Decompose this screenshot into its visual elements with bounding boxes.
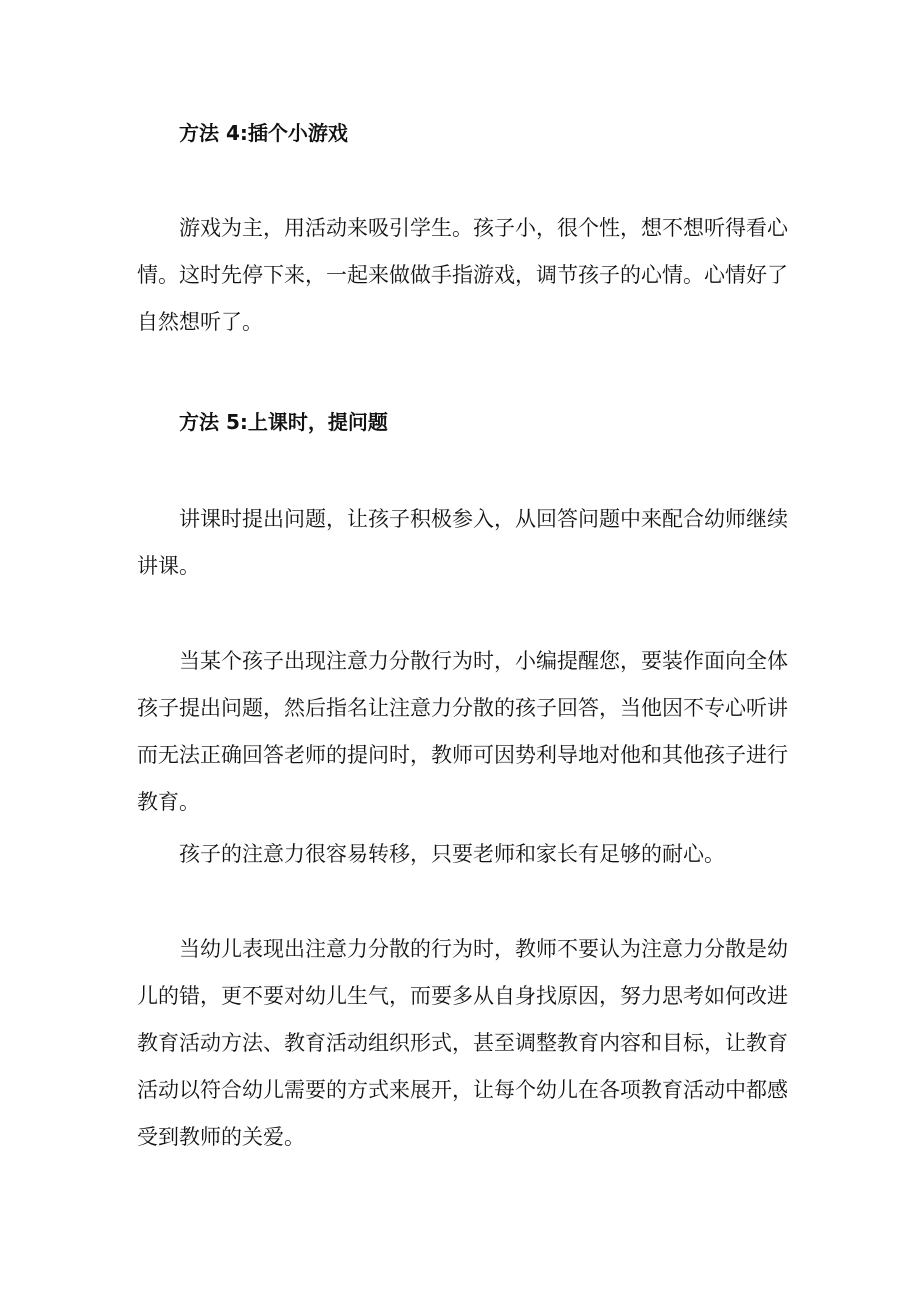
- paragraph-distracted-child: 当某个孩子出现注意力分散行为时，小编提醒您，要装作面向全体孩子提出问题，然后指名让注意力分散的孩子回答，当他因不专心听讲而无法正确回答老师的提问时，教师可因势利导地对他和其他孩子进行教育。: [137, 649, 788, 814]
- paragraph-game: 游戏为主，用活动来吸引学生。孩子小，很个性，想不想听得看心情。这时先停下来，一起来做做手指游戏，调节孩子的心情。心情好了自然想听了。: [137, 216, 788, 334]
- paragraph-teacher-reflection: 当幼儿表现出注意力分散的行为时，教师不要认为注意力分散是幼儿的错，更不要对幼儿生气，而要多从自身找原因，努力思考如何改进教育活动方法、教育活动组织形式，甚至调整教育内容和目标，让教育活动以符合幼儿需要的方式来展开，让每个幼儿在各项教育活动中都感受到教师的关爱。: [137, 937, 788, 1149]
- section-heading-method-4: 方法 4:插个小游戏: [179, 121, 348, 145]
- paragraph-question: 讲课时提出问题，让孩子积极参入，从回答问题中来配合幼师继续讲课。: [137, 507, 788, 578]
- section-heading-method-5: 方法 5:上课时，提问题: [179, 410, 388, 434]
- paragraph-patience: 孩子的注意力很容易转移，只要老师和家长有足够的耐心。: [179, 842, 725, 866]
